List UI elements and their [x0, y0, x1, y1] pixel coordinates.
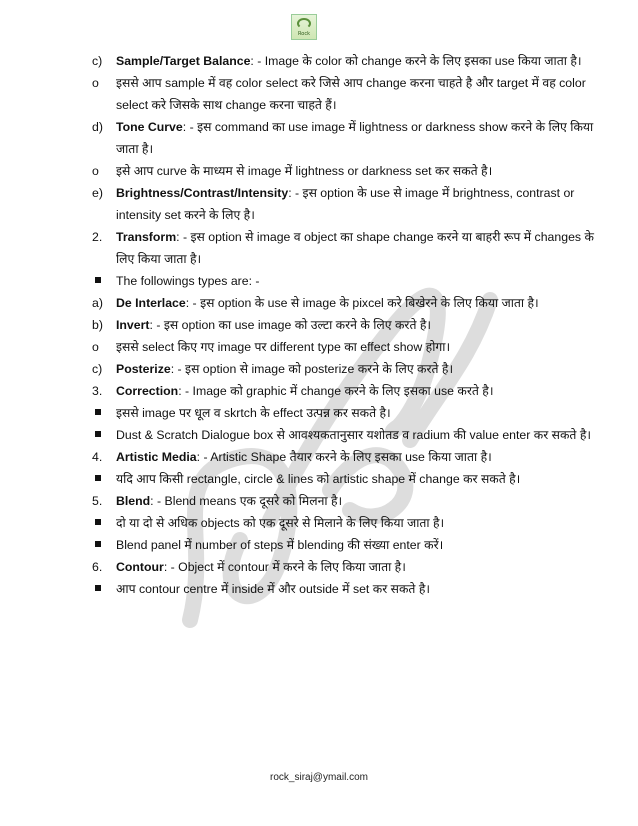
square-bullet-icon — [92, 424, 114, 446]
item-text: इससे image पर धूल व skrtch के effect उत्पन्न कर सकते है। — [116, 406, 391, 420]
item-heading: Correction — [116, 384, 179, 398]
list-item — [92, 402, 602, 424]
item-text: आप contour centre में inside में और outside में set कर सकते है। — [116, 582, 431, 596]
list-item — [92, 380, 602, 402]
list-item — [92, 336, 602, 358]
item-marker: e) — [92, 186, 103, 200]
item-marker: b) — [92, 318, 103, 332]
item-marker: o — [92, 164, 99, 178]
item-heading: Artistic Media — [116, 450, 197, 464]
item-text: : - इस option से image को posterize करने के लिए करते है। — [170, 362, 454, 376]
item-text: : - इस option के use से image में brightness, contrast or intensity set करने के लिए है। — [116, 186, 575, 222]
item-heading: De Interlace — [116, 296, 186, 310]
square-bullet-icon — [92, 534, 114, 556]
list-item — [92, 50, 602, 72]
item-text: इससे आप sample में वह color select करे जिसे आप change करना चाहते है और target में वह color select करे जिसके साथ change करना चाहते हैं। — [116, 76, 586, 112]
footer-email: rock_siraj@ymail.com — [270, 772, 368, 783]
item-marker: d) — [92, 120, 103, 134]
item-marker: c) — [92, 54, 103, 68]
item-heading: Invert — [116, 318, 150, 332]
list-item — [92, 358, 602, 380]
list-item — [92, 314, 602, 336]
item-marker: 4. — [92, 450, 103, 464]
item-text: : - Image के color को change करने के लिए इसका use किया जाता है। — [250, 54, 582, 68]
list-item — [92, 226, 602, 270]
square-bullet-icon — [92, 512, 114, 534]
item-marker: o — [92, 76, 99, 90]
list-item — [92, 116, 602, 160]
rock-logo — [291, 14, 317, 40]
list-item — [92, 490, 602, 512]
list-item — [92, 270, 602, 292]
item-heading: Tone Curve — [116, 120, 183, 134]
square-bullet-icon — [92, 270, 114, 292]
item-heading: Brightness/Contrast/Intensity — [116, 186, 289, 200]
square-bullet-icon — [92, 468, 114, 490]
content-list — [92, 50, 602, 600]
item-marker: o — [92, 340, 99, 354]
item-text: : - Blend means एक दूसरे को मिलना है। — [150, 494, 343, 508]
item-heading: Blend — [116, 494, 151, 508]
list-item — [92, 182, 602, 226]
item-text: : - इस option के use से image के pixcel करे बिखेरने के लिए किया जाता है। — [185, 296, 539, 310]
logo-text: Rock — [298, 31, 310, 37]
item-text: Dust & Scratch Dialogue box से आवश्यकतानुसार यशोतड व radium की value enter कर सकते है। — [116, 428, 592, 442]
item-text: दो या दो से अधिक objects को एक दूसरे से मिलाने के लिए किया जाता है। — [116, 516, 445, 530]
list-item — [92, 160, 602, 182]
item-text: : - इस option से image व object का shape change करने या बाहरी रूप में changes के लिए किया जाता है। — [116, 230, 594, 266]
list-item — [92, 578, 602, 600]
list-item — [92, 556, 602, 578]
list-item — [92, 512, 602, 534]
item-heading: Sample/Target Balance — [116, 54, 251, 68]
logo-swirl-icon — [297, 18, 311, 29]
item-marker: 5. — [92, 494, 103, 508]
item-marker: a) — [92, 296, 103, 310]
list-item — [92, 424, 602, 446]
item-marker: 2. — [92, 230, 103, 244]
list-item — [92, 292, 602, 314]
list-item — [92, 468, 602, 490]
item-text: इसे आप curve के माध्यम से image में lightness or darkness set कर सकते है। — [116, 164, 493, 178]
item-marker: c) — [92, 362, 103, 376]
item-text: यदि आप किसी rectangle, circle & lines को artistic shape में change कर सकते है। — [116, 472, 521, 486]
list-item — [92, 446, 602, 468]
list-item — [92, 72, 602, 116]
item-heading: Transform — [116, 230, 177, 244]
square-bullet-icon — [92, 578, 114, 600]
item-text: इससे select किए गए image पर different type का effect show होगा। — [116, 340, 451, 354]
item-text: : - इस command का use image में lightness or darkness show करने के लिए किया जाता है। — [116, 120, 594, 156]
item-heading: Posterize — [116, 362, 171, 376]
item-marker: 6. — [92, 560, 103, 574]
item-marker: 3. — [92, 384, 103, 398]
item-text: : - Image को graphic में change करने के लिए इसका use करते है। — [178, 384, 494, 398]
item-text: Blend panel में number of steps में blending की संख्या enter करें। — [116, 538, 444, 552]
item-text: : - Object में contour में करने के लिए किया जाता है। — [163, 560, 406, 574]
square-bullet-icon — [92, 402, 114, 424]
item-text: : - इस option का use image को उल्टा करने के लिए करते है। — [149, 318, 432, 332]
list-item — [92, 534, 602, 556]
item-heading: Contour — [116, 560, 164, 574]
item-text: The followings types are: - — [116, 274, 260, 288]
item-text: : - Artistic Shape तैयार करने के लिए इसका use किया जाता है। — [196, 450, 492, 464]
